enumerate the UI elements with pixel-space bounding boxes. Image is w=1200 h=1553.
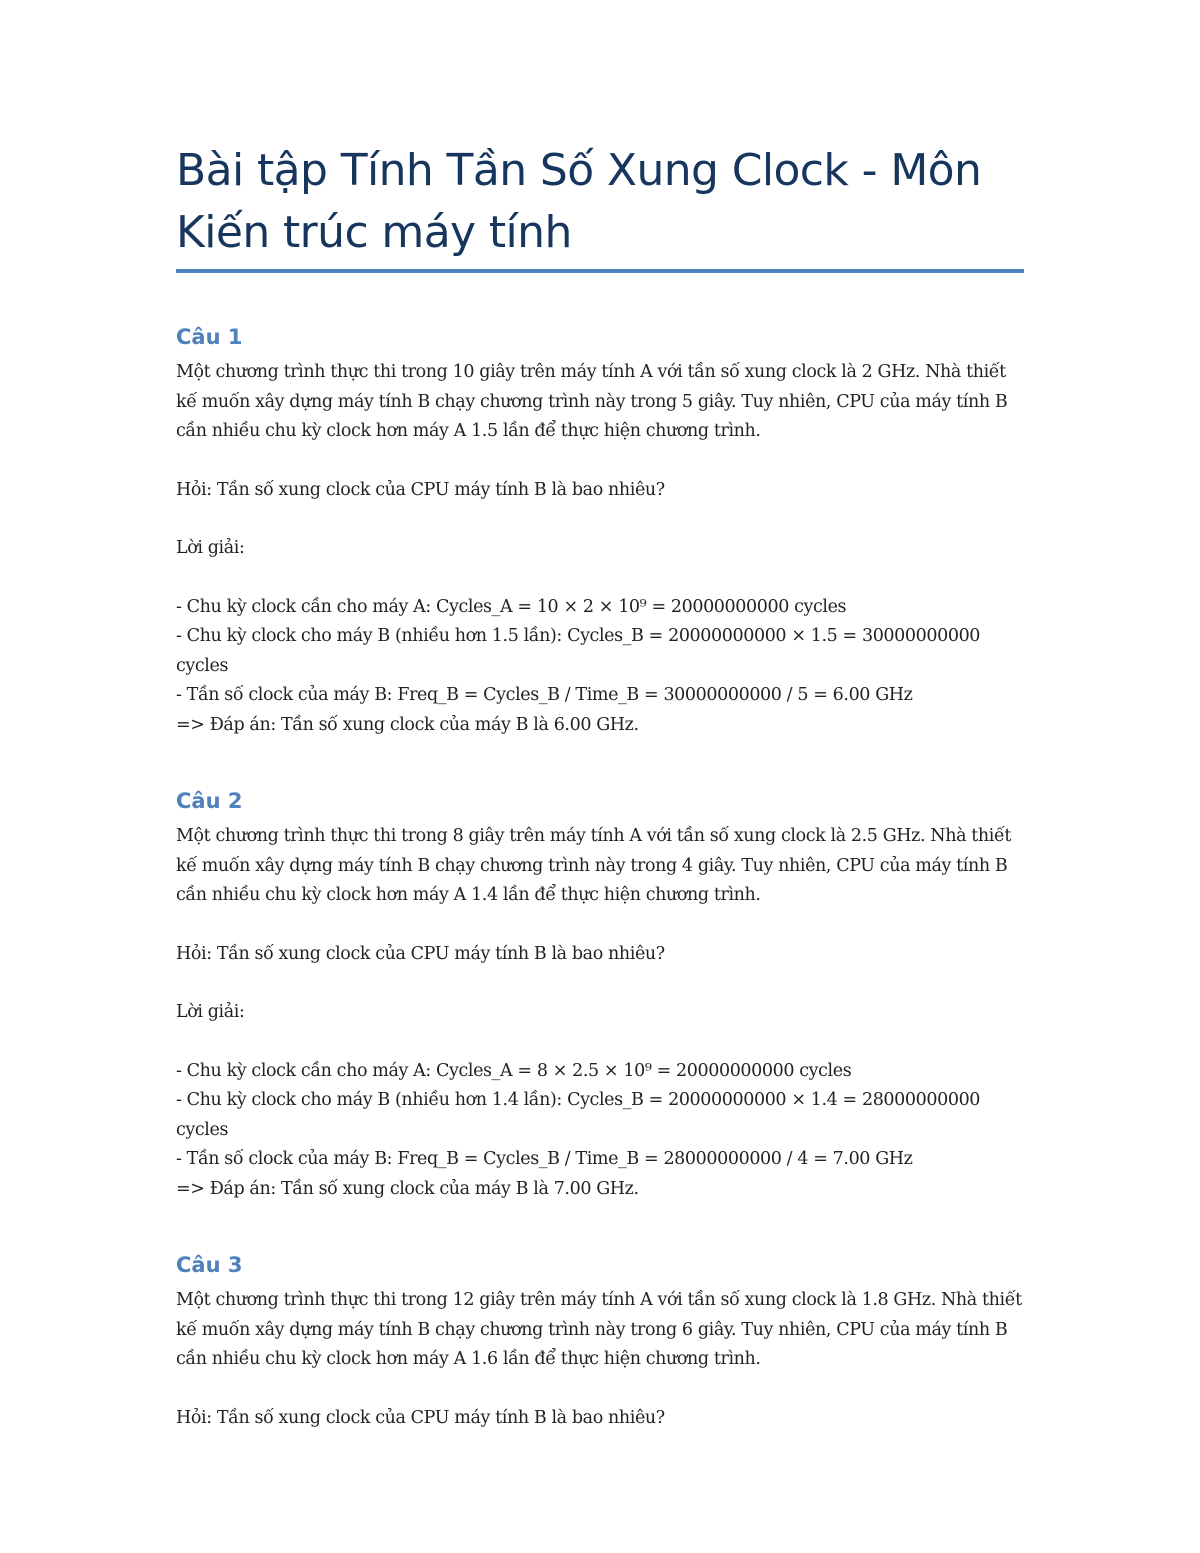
solution-step-2: - Chu kỳ clock cho máy B (nhiều hơn 1.5 lần): Cycles_B = 20000000000 × 1.5 = 30000000000 cycles (176, 626, 981, 676)
question-text: Hỏi: Tần số xung clock của CPU máy tính B là bao nhiêu? (176, 479, 665, 500)
problem-text: Một chương trình thực thi trong 12 giây trên máy tính A với tần số xung clock là 1.8 GHz. Nhà thiết kế muốn xây dựng máy tính B chạy chương trình này trong 6 giây. Tuy nhiên, CPU của máy tính B cần nhiều chu kỳ clock hơn máy A 1.6 lần để thực hiện chương trình. (176, 1290, 1022, 1369)
solution-step-3: - Tần số clock của máy B: Freq_B = Cycles_B / Time_B = 30000000000 / 5 = 6.00 GHz (176, 685, 913, 705)
solution-answer: => Đáp án: Tần số xung clock của máy B là 7.00 GHz. (176, 1178, 639, 1199)
question-section-1 (176, 323, 1024, 740)
solution-label: Lời giải: (176, 538, 245, 558)
title-underline (176, 269, 1024, 273)
solution-label: Lời giải: (176, 1002, 245, 1022)
solution-step-2: - Chu kỳ clock cho máy B (nhiều hơn 1.4 lần): Cycles_B = 20000000000 × 1.4 = 28000000000 cycles (176, 1090, 981, 1140)
question-heading: Câu 3 (176, 1253, 243, 1277)
document-content (176, 140, 1024, 1433)
problem-text: Một chương trình thực thi trong 8 giây trên máy tính A với tần số xung clock là 2.5 GHz. Nhà thiết kế muốn xây dựng máy tính B chạy chương trình này trong 4 giây. Tuy nhiên, CPU của máy tính B cần nhiều chu kỳ clock hơn máy A 1.4 lần để thực hiện chương trình. (176, 826, 1011, 905)
title-line-2: Kiến trúc máy tính (176, 207, 572, 258)
question-text: Hỏi: Tần số xung clock của CPU máy tính B là bao nhiêu? (176, 943, 665, 964)
solution-step-1: - Chu kỳ clock cần cho máy A: Cycles_A = 8 × 2.5 × 10⁹ = 20000000000 cycles (176, 1060, 852, 1081)
problem-text: Một chương trình thực thi trong 10 giây trên máy tính A với tần số xung clock là 2 GHz. Nhà thiết kế muốn xây dựng máy tính B chạy chương trình này trong 5 giây. Tuy nhiên, CPU của máy tính B cần nhiều chu kỳ clock hơn máy A 1.5 lần để thực hiện chương trình. (176, 362, 1008, 441)
solution-step-3: - Tần số clock của máy B: Freq_B = Cycles_B / Time_B = 28000000000 / 4 = 7.00 GHz (176, 1149, 913, 1169)
question-heading: Câu 1 (176, 325, 243, 349)
question-section-2 (176, 787, 1024, 1204)
question-text: Hỏi: Tần số xung clock của CPU máy tính B là bao nhiêu? (176, 1407, 665, 1428)
solution-steps (176, 593, 1024, 741)
solution-step-1: - Chu kỳ clock cần cho máy A: Cycles_A = 10 × 2 × 10⁹ = 20000000000 cycles (176, 596, 847, 617)
question-heading: Câu 2 (176, 789, 243, 813)
solution-steps (176, 1057, 1024, 1205)
question-section-3 (176, 1251, 1024, 1433)
title-line-1: Bài tập Tính Tần Số Xung Clock - Môn (176, 145, 982, 196)
document-title (176, 140, 1024, 264)
solution-answer: => Đáp án: Tần số xung clock của máy B là 6.00 GHz. (176, 714, 639, 735)
